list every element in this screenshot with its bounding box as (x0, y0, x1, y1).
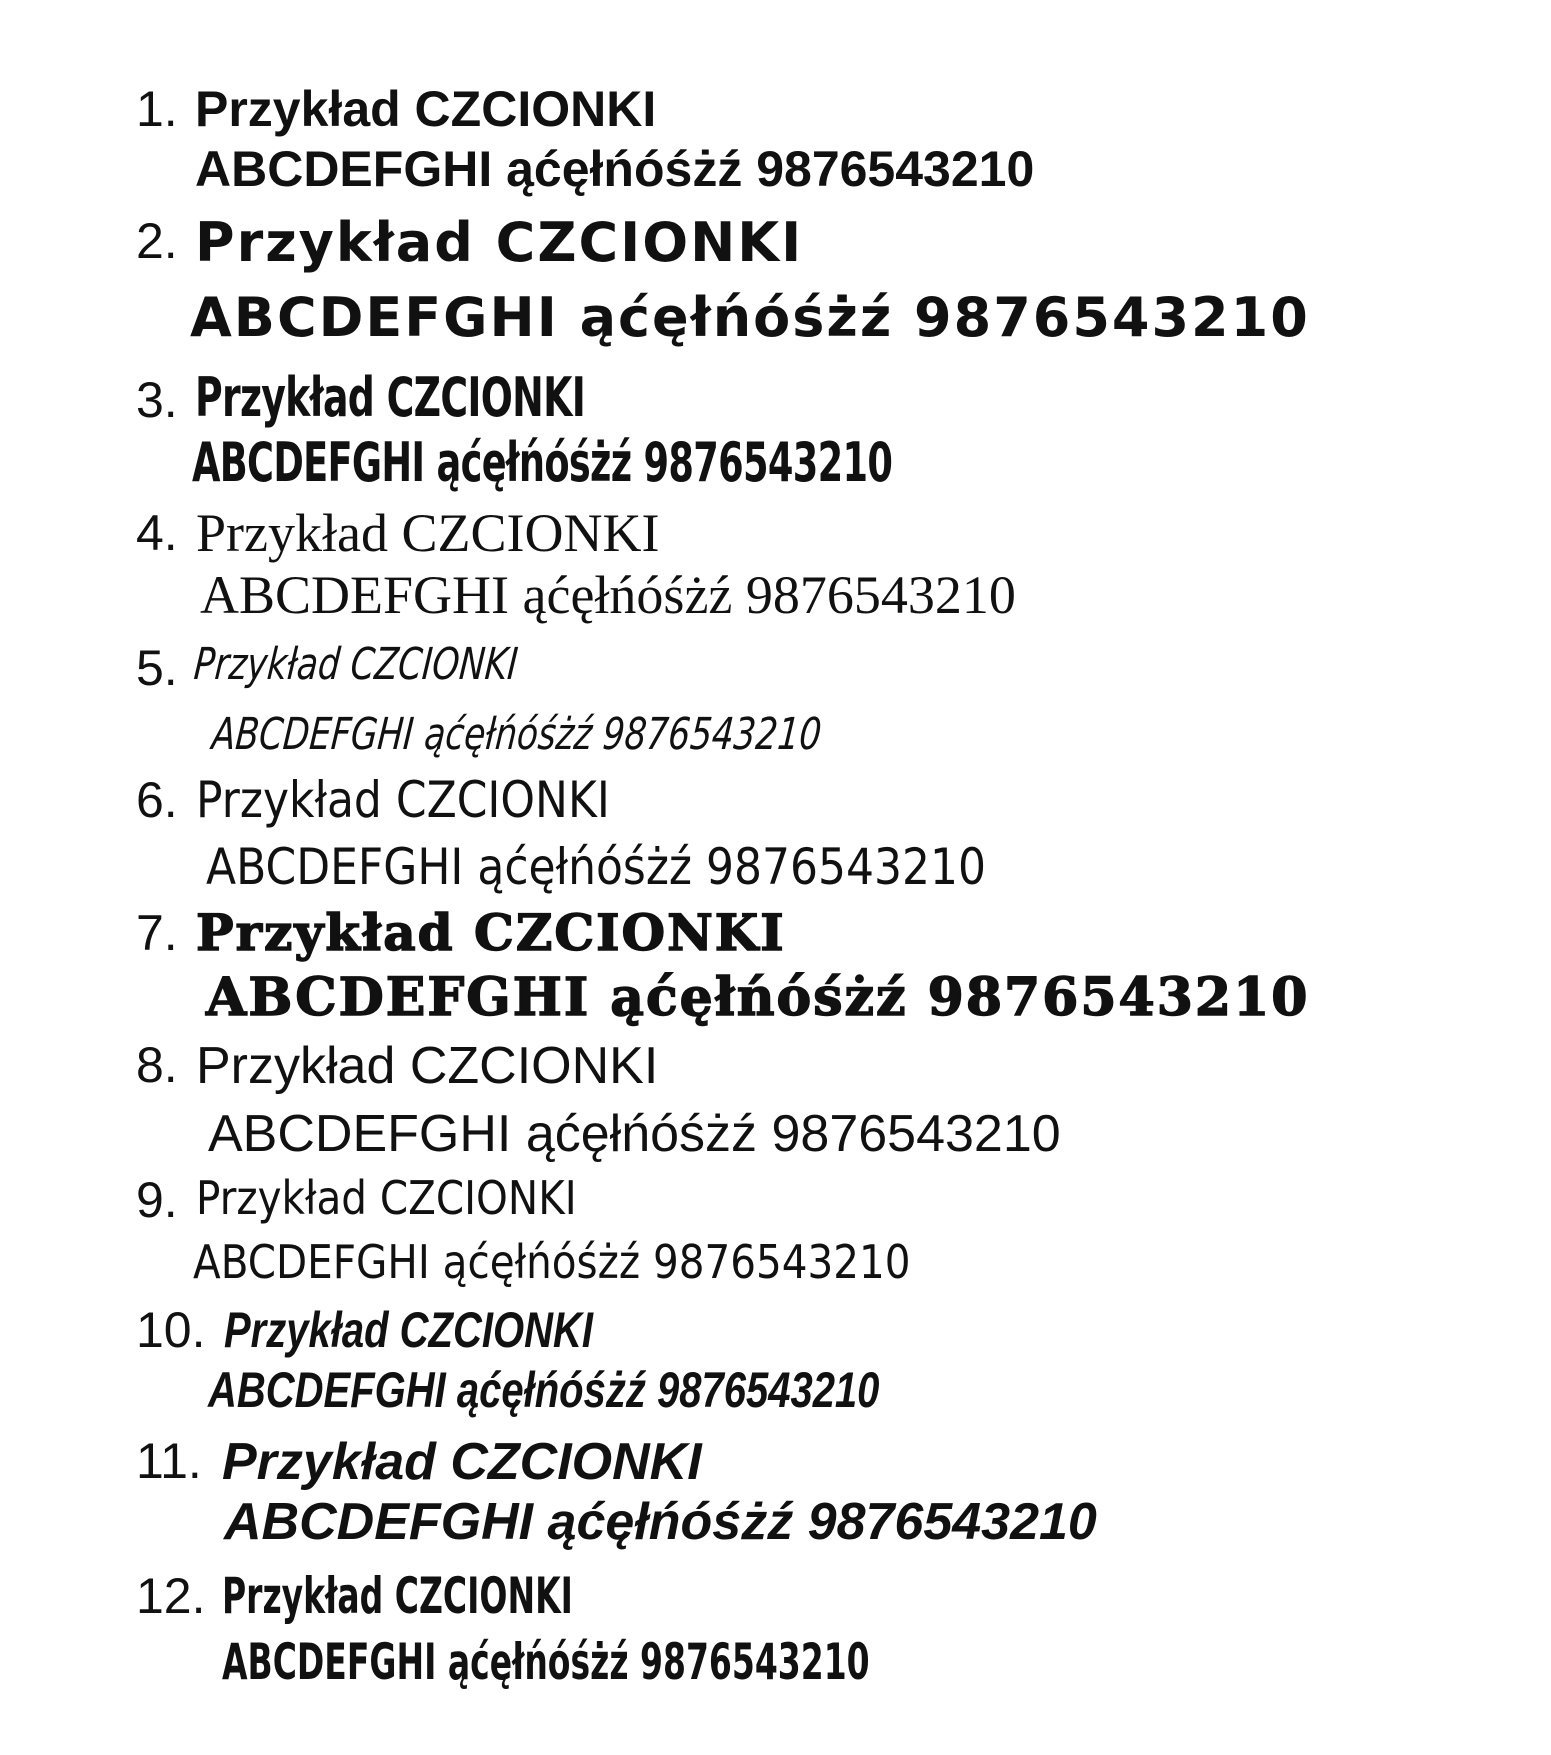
sample-title: Przykład CZCIONKI (195, 366, 586, 429)
sample-title: Przykład CZCIONKI (196, 771, 610, 829)
sample-charset: ABCDEFGHI ąćęłńóśżź 9876543210 (210, 709, 824, 760)
sample-number: 8. (136, 1037, 178, 1093)
sample-title: Przykład CZCIONKI (224, 1302, 593, 1358)
sample-title: Przykład CZCIONKI (195, 211, 804, 274)
sample-number: 7. (136, 905, 178, 961)
sample-title: Przykład CZCIONKI (195, 81, 657, 137)
sample-number: 4. (136, 505, 178, 561)
sample-title: Przykład CZCIONKI (196, 503, 660, 563)
sample-title: Przykład CZCIONKI (196, 1037, 659, 1095)
sample-number: 2. (136, 213, 178, 269)
sample-charset: ABCDEFGHI ąćęłńóśżź 9876543210 (190, 286, 1310, 349)
sample-number: 9. (136, 1172, 178, 1228)
sample-charset: ABCDEFGHI ąćęłńóśżź 9876543210 (192, 431, 893, 494)
sample-title: Przykład CZCIONKI (222, 1567, 573, 1625)
sample-number: 11. (136, 1433, 202, 1489)
sample-charset: ABCDEFGHI ąćęłńóśżź 9876543210 (208, 1105, 1061, 1163)
sample-charset: ABCDEFGHI ąćęłńóśżź 9876543210 (200, 565, 1016, 625)
sample-charset: ABCDEFGHI ąćęłńóśżź 9876543210 (224, 1493, 1097, 1551)
sample-title: Przykład CZCIONKI (222, 1433, 702, 1491)
sample-charset: ABCDEFGHI ąćęłńóśżź 9876543210 (208, 1362, 880, 1418)
sample-number: 6. (136, 772, 178, 828)
sample-number: 3. (136, 372, 178, 428)
sample-charset: ABCDEFGHI ąćęłńóśżź 9876543210 (193, 1235, 911, 1289)
sample-title: Przykład CZCIONKI (196, 1171, 577, 1225)
sample-charset: ABCDEFGHI ąćęłńóśżź 9876543210 (195, 141, 1035, 197)
sample-number: 12. (136, 1568, 206, 1624)
sample-number: 10. (136, 1302, 206, 1358)
sample-charset: ABCDEFGHI ąćęłńóśżź 9876543210 (222, 1633, 870, 1691)
sample-number: 1. (136, 81, 178, 137)
sample-title: Przykład CZCIONKI (192, 639, 520, 690)
sample-title: Przykład CZCIONKI (196, 903, 786, 962)
sample-charset: ABCDEFGHI ąćęłńóśżź 9876543210 (206, 838, 986, 896)
sample-charset: ABCDEFGHI ąćęłńóśżź 9876543210 (206, 967, 1310, 1028)
sample-number: 5. (136, 640, 178, 696)
